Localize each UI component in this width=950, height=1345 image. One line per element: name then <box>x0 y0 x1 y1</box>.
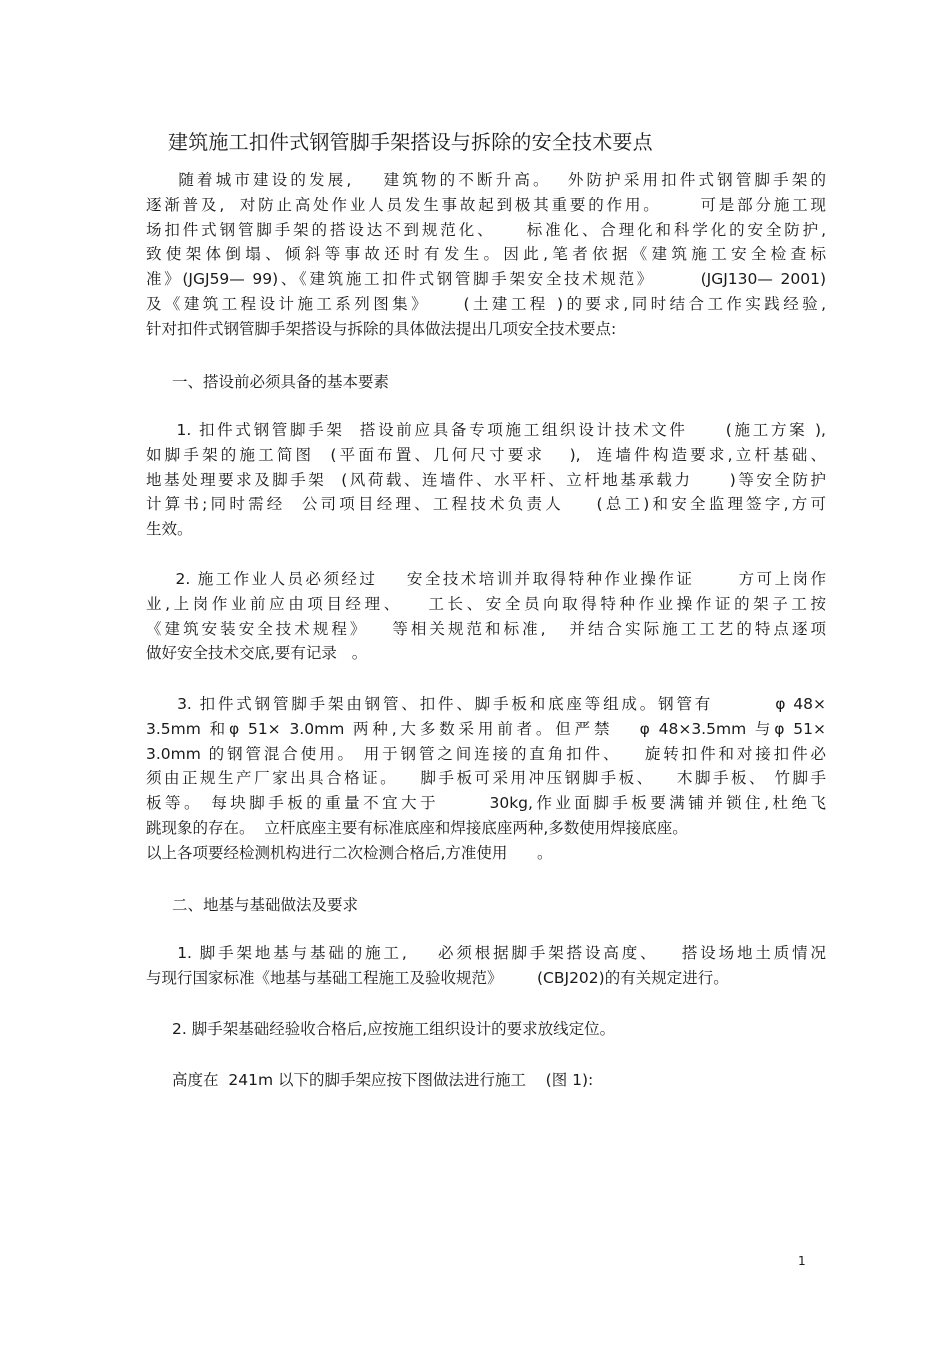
section-heading-2: 二、地基与基础做法及要求 <box>172 896 359 914</box>
paragraph-line: 如脚手架的施工简图 (平面布置、几何尺寸要求 ), 连墙件构造要求,立杆基础、 <box>146 445 826 464</box>
section-heading-1: 一、搭设前必须具备的基本要素 <box>172 373 390 391</box>
document-title: 建筑施工扣件式钢管脚手架搭设与拆除的安全技术要点 <box>168 130 653 154</box>
paragraph-line: 场扣件式钢管脚手架的搭设达不到规范化、 标准化、合理化和科学化的安全防护, <box>146 220 826 239</box>
paragraph-line: 3.5mm 和φ 51× 3.0mm 两种,大多数采用前者。但严禁 φ 48×3.5mm 与φ 51× <box>146 719 826 738</box>
figure-note: 高度在 241m 以下的脚手架应按下图做法进行施工 (图 1): <box>172 1071 594 1089</box>
paragraph-line: 随着城市建设的发展, 建筑物的不断升高。 外防护采用扣件式钢管脚手架的 <box>146 171 826 189</box>
intro-paragraph <box>146 168 826 342</box>
paragraph-line: 针对扣件式钢管脚手架搭设与拆除的具体做法提出几项安全技术要点: <box>146 319 617 338</box>
paragraph-line: 须由正规生产厂家出具合格证。 脚手板可采用冲压钢脚手板、 木脚手板、 竹脚手 <box>146 769 826 788</box>
page-number: 1 <box>798 1254 806 1268</box>
paragraph-line: 及《建筑工程设计施工系列图集》 (土建工程 )的要求,同时结合工作实践经验, <box>146 294 826 313</box>
paragraph-line: 计算书;同时需经 公司项目经理、工程技术负责人 (总工)和安全监理签字,方可 <box>146 495 826 514</box>
paragraph-line: 1. 扣件式钢管脚手架 搭设前应具备专项施工组织设计技术文件 (施工方案 ), <box>146 421 826 439</box>
paragraph-line: 2. 施工作业人员必须经过 安全技术培训并取得特种作业操作证 方可上岗作 <box>146 570 826 588</box>
paragraph-line: 准》(JGJ59— 99)、《建筑施工扣件式钢管脚手架安全技术规范》 (JGJ130— 2001) <box>146 270 826 289</box>
paragraph-line: 做好安全技术交底,要有记录 。 <box>146 644 368 663</box>
paragraph-line: 3.0mm 的钢管混合使用。 用于钢管之间连接的直角扣件、 旋转扣件和对接扣件必 <box>146 744 826 763</box>
paragraph-line: 《建筑安装安全技术规程》 等相关规范和标准, 并结合实际施工工艺的特点逐项 <box>146 619 826 638</box>
paragraph-line: 地基处理要求及脚手架 (风荷载、连墙件、水平杆、立杆地基承载力 )等安全防护 <box>146 470 826 489</box>
item-1-3-paragraph <box>146 692 826 866</box>
paragraph-line: 生效。 <box>146 520 193 539</box>
paragraph-line: 与现行国家标准《地基与基础工程施工及验收规范》 (CBJ202)的有关规定进行。 <box>146 968 729 987</box>
paragraph-line: 致使架体倒塌、倾斜等事故还时有发生。因此,笔者依据《建筑施工安全检查标 <box>146 245 826 264</box>
paragraph-line: 业,上岗作业前应由项目经理、 工长、安全员向取得特种作业操作证的架子工按 <box>146 594 826 613</box>
paragraph-line: 板等。 每块脚手板的重量不宜大于 30kg,作业面脚手板要满铺并锁住,杜绝飞 <box>146 794 826 813</box>
paragraph-line: 逐渐普及, 对防止高处作业人员发生事故起到极其重要的作用。 可是部分施工现 <box>146 195 826 214</box>
paragraph-line: 3. 扣件式钢管脚手架由钢管、扣件、脚手板和底座等组成。钢管有 φ 48× <box>146 695 826 713</box>
item-2-1-paragraph <box>146 941 826 991</box>
paragraph-line: 跳现象的存在。 立杆底座主要有标准底座和焊接底座两种,多数使用焊接底座。 <box>146 818 688 837</box>
item-2-2-paragraph: 2. 脚手架基础经验收合格后,应按施工组织设计的要求放线定位。 <box>172 1020 616 1038</box>
item-1-2-paragraph <box>146 567 826 666</box>
paragraph-line: 1. 脚手架地基与基础的施工, 必须根据脚手架搭设高度、 搭设场地土质情况 <box>146 944 826 962</box>
paragraph-line: 以上各项要经检测机构进行二次检测合格后,方准使用 。 <box>146 843 553 862</box>
item-1-1-paragraph <box>146 418 826 542</box>
